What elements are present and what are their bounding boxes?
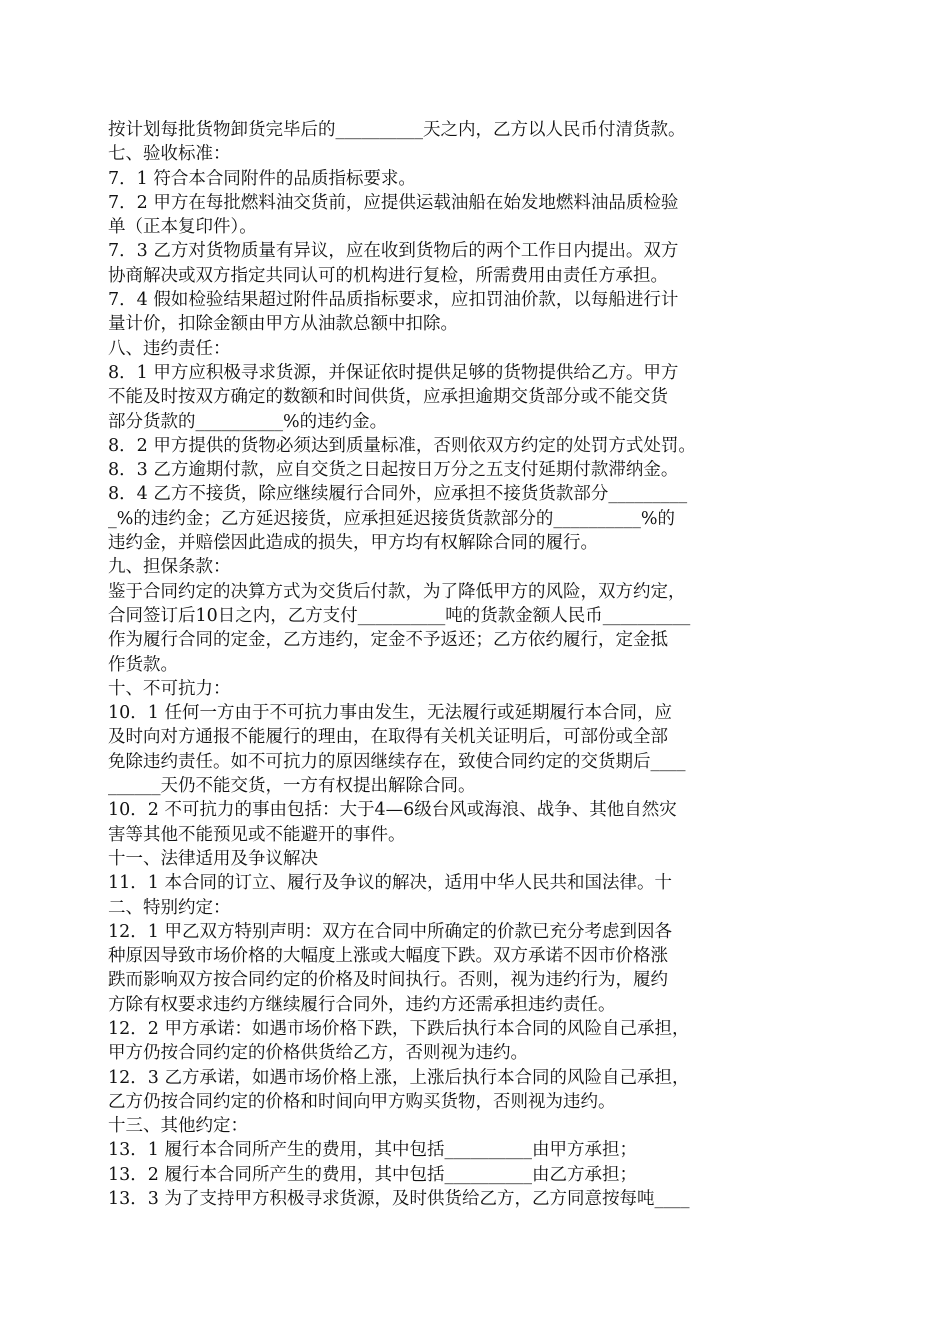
section-heading-13: 十三、其他约定：: [108, 1116, 248, 1137]
text-line: 单（正本复印件）。: [108, 217, 257, 238]
clause-10-2: 10．2 不可抗力的事由包括：大于4—6级台风或海浪、战争、其他自然灾: [108, 800, 677, 821]
clause-12-1: 12．1 甲乙双方特别声明：双方在合同中所确定的价款已充分考虑到因各: [108, 921, 672, 942]
text-line: 害等其他不能预见或不能避开的事件。: [108, 824, 406, 845]
section-heading-10: 十、不可抗力：: [108, 678, 231, 699]
text-line: 甲方仍按合同约定的价格供货给乙方，否则视为违约。: [108, 1043, 528, 1064]
text-line: 部分货款的__________%的违约金。: [108, 411, 388, 432]
text-line: 跌而影响双方按合同约定的价格及时间执行。否则，视为违约行为，履约: [108, 970, 668, 991]
text-line: 方除有权要求违约方继续履行合同外，违约方还需承担违约责任。: [108, 994, 616, 1015]
clause-8-1: 8．1 甲方应积极寻求货源，并保证依时提供足够的货物提供给乙方。甲方: [108, 362, 679, 383]
text-line: 不能及时按双方确定的数额和时间供货，应承担逾期交货部分或不能交货: [108, 387, 668, 408]
clause-13-1: 13．1 履行本合同所产生的费用，其中包括__________由甲方承担；: [108, 1140, 637, 1161]
text-line: 作为履行合同的定金，乙方违约，定金不予返还；乙方依约履行，定金抵: [108, 630, 668, 651]
text-line: 作货款。: [108, 654, 178, 675]
contract-page-body: [108, 118, 848, 1211]
text-line: 协商解决或双方指定共同认可的机构进行复检，所需费用由责任方承担。: [108, 265, 668, 286]
section-heading-7: 七、验收标准：: [108, 144, 231, 165]
clause-12-3: 12．3 乙方承诺，如遇市场价格上涨，上涨后执行本合同的风险自己承担，: [108, 1067, 690, 1088]
clause-9: 鉴于合同约定的决算方式为交货后付款，为了降低甲方的风险，双方约定，: [108, 581, 686, 602]
clause-7-3: 7．3 乙方对货物质量有异议，应在收到货物后的两个工作日内提出。双方: [108, 241, 679, 262]
text-line: ______天仍不能交货，一方有权提出解除合同。: [108, 776, 476, 797]
section-heading-11: 十一、法律适用及争议解决: [108, 848, 318, 869]
clause-10-1: 10．1 任何一方由于不可抗力事由发生，无法履行或延期履行本合同，应: [108, 703, 672, 724]
clause-7-2: 7．2 甲方在每批燃料油交货前，应提供运载油船在始发地燃料油品质检验: [108, 192, 679, 213]
text-line: 及时向对方通报不能履行的理由，在取得有关机关证明后，可部份或全部: [108, 727, 668, 748]
text-line: _%的违约金；乙方延迟接货，应承担延迟接货货款部分的__________%的: [108, 508, 676, 529]
text-line: 违约金，并赔偿因此造成的损失，甲方均有权解除合同的履行。: [108, 533, 598, 554]
text-line: 按计划每批货物卸货完毕后的__________天之内，乙方以人民币付清货款。: [108, 120, 686, 140]
section-heading-9: 九、担保条款：: [108, 557, 231, 578]
clause-8-3: 8．3 乙方逾期付款，应自交货之日起按日万分之五支付延期付款滞纳金。: [108, 460, 679, 481]
clause-8-2: 8．2 甲方提供的货物必须达到质量标准，否则依双方约定的处罚方式处罚。: [108, 435, 696, 456]
section-heading-12: 二、特别约定：: [108, 897, 231, 918]
text-line: 乙方仍按合同约定的价格和时间向甲方购买货物，否则视为违约。: [108, 1091, 616, 1112]
clause-13-2: 13．2 履行本合同所产生的费用，其中包括__________由乙方承担；: [108, 1164, 637, 1185]
clause-7-1: 7．1 符合本合同附件的品质指标要求。: [108, 168, 416, 189]
clause-11-1: 11．1 本合同的订立、履行及争议的解决，适用中华人民共和国法律。十: [108, 873, 672, 894]
clause-13-3: 13．3 为了支持甲方积极寻求货源，及时供货给乙方，乙方同意按每吨____: [108, 1189, 690, 1210]
section-heading-8: 八、违约责任：: [108, 338, 231, 359]
text-line: 免除违约责任。如不可抗力的原因继续存在，致使合同约定的交货期后____: [108, 751, 686, 772]
text-line: 种原因导致市场价格的大幅度上涨或大幅度下跌。双方承诺不因市价格涨: [108, 946, 668, 967]
text-line: 量计价，扣除金额由甲方从油款总额中扣除。: [108, 314, 458, 335]
clause-7-4: 7．4 假如检验结果超过附件品质指标要求，应扣罚油价款，以每船进行计: [108, 290, 679, 311]
clause-12-2: 12．2 甲方承诺：如遇市场价格下跌，下跌后执行本合同的风险自己承担，: [108, 1018, 690, 1039]
text-line: 合同签订后10日之内，乙方支付__________吨的货款金额人民币__________: [108, 605, 691, 626]
clause-8-4: 8．4 乙方不接货，除应继续履行合同外，应承担不接货货款部分_________: [108, 484, 688, 505]
